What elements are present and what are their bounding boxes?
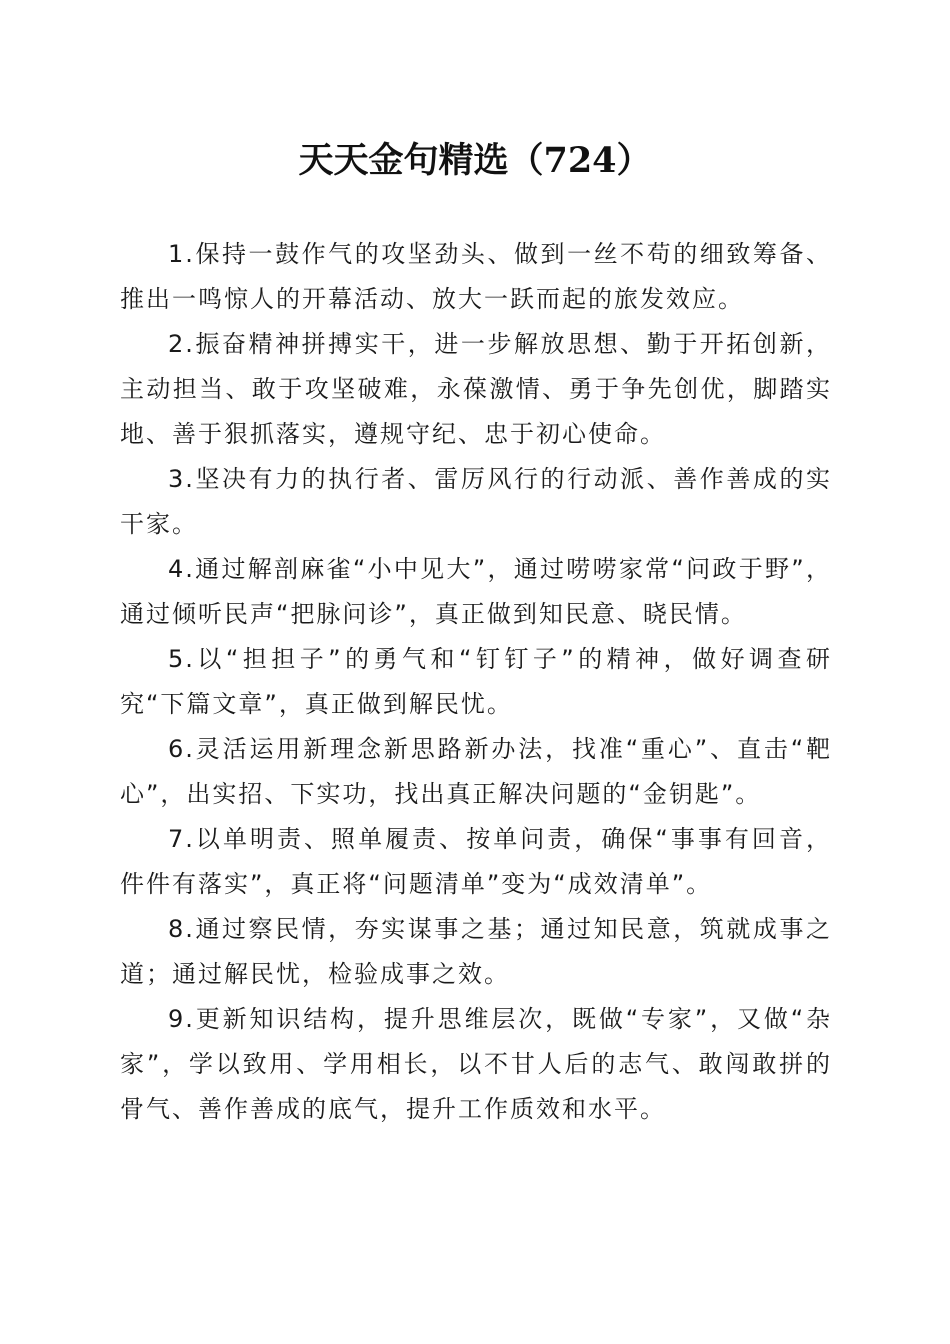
paragraph-4: 4.通过解剖麻雀“小中见大”，通过唠唠家常“问政于野”，通过倾听民声“把脉问诊”，真正做到知民意、晓民情。: [120, 555, 832, 628]
paragraph-7: 7.以单明责、照单履责、按单问责，确保“事事有回音，件件有落实”，真正将“问题清单”变为“成效清单”。: [120, 825, 832, 898]
paragraph-8: 8.通过察民情，夯实谋事之基；通过知民意，筑就成事之道；通过解民忧，检验成事之效。: [120, 915, 832, 988]
paragraph-3: 3.坚决有力的执行者、雷厉风行的行动派、善作善成的实干家。: [120, 465, 832, 538]
paragraph-6: 6.灵活运用新理念新思路新办法，找准“重心”、直击“靶心”，出实招、下实功，找出真正解决问题的“金钥匙”。: [120, 735, 832, 808]
paragraph-1: 1.保持一鼓作气的攻坚劲头、做到一丝不苟的细致筹备、推出一鸣惊人的开幕活动、放大一跃而起的旅发效应。: [120, 240, 832, 313]
document-title: 天天金句精选（724）: [298, 140, 652, 181]
paragraph-9: 9.更新知识结构，提升思维层次，既做“专家”，又做“杂家”，学以致用、学用相长，以不甘人后的志气、敢闯敢拼的骨气、善作善成的底气，提升工作质效和水平。: [120, 1005, 832, 1123]
document-body: [120, 232, 832, 1132]
paragraph-5: 5.以“担担子”的勇气和“钉钉子”的精神，做好调查研究“下篇文章”，真正做到解民忧。: [120, 645, 832, 718]
paragraph-2: 2.振奋精神拼搏实干，进一步解放思想、勤于开拓创新，主动担当、敢于攻坚破难，永葆激情、勇于争先创优，脚踏实地、善于狠抓落实，遵规守纪、忠于初心使命。: [120, 330, 832, 448]
